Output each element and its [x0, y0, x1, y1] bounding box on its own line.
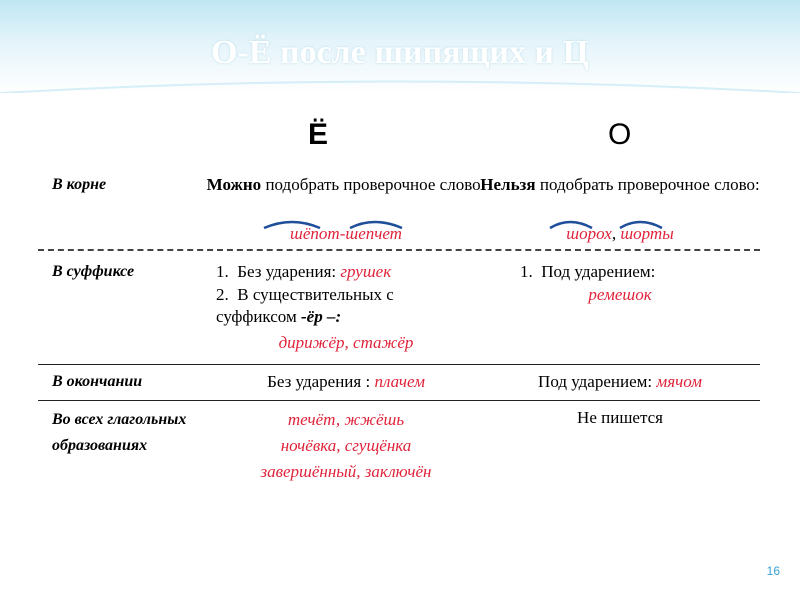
row-label-ending: В окончании	[52, 373, 143, 390]
root-o-rule-bold: Нельзя	[480, 175, 536, 194]
ending-e-text: Без ударения :	[267, 372, 375, 391]
suffix-e-example: дирижёр, стажёр	[278, 333, 414, 352]
suffix-e-item-2-num: 2.	[216, 285, 229, 304]
suffix-o-item-1-num: 1.	[520, 262, 533, 281]
column-header-o: О	[608, 118, 632, 151]
column-header-e: Ё	[308, 118, 327, 151]
verbal-e-examples	[196, 407, 496, 485]
ending-e	[196, 371, 496, 393]
ending-e-example: плачем	[374, 372, 425, 391]
verbal-e-example: завершённый, заключён	[260, 462, 432, 481]
root-o-rule	[480, 174, 760, 196]
page-number: 16	[766, 564, 780, 578]
root-o-rule-text: подобрать проверочное слово:	[535, 175, 760, 194]
row-label-verbal: Во всех глагольных образованиях	[52, 411, 187, 454]
suffix-o-item-1-text: Под ударением:	[541, 262, 656, 281]
suffix-o-example: ремешок	[588, 285, 652, 304]
verbal-o-text: Не пишется	[577, 408, 663, 427]
root-e-rule	[196, 174, 496, 196]
root-e-rule-text: подобрать проверочное слово:	[261, 175, 486, 194]
suffix-e-item-2-text: В существительных с суффиксом	[216, 285, 394, 326]
ending-o-text: Под ударением:	[538, 372, 657, 391]
root-o-arcs	[548, 218, 698, 230]
row-divider-dashed	[38, 249, 760, 251]
root-e-arcs	[262, 218, 412, 230]
verbal-e-example: ночёвка, сгущёнка	[280, 436, 412, 455]
suffix-e-item-2-suffix: -ёр –:	[296, 307, 342, 326]
row-divider	[38, 364, 760, 365]
suffix-e-item-1-example: грушек	[340, 262, 392, 281]
suffix-e-item-1-text: Без ударения:	[237, 262, 337, 281]
slide-title: О-Ё после шипящих и Ц	[211, 34, 589, 71]
suffix-e-item-1-num: 1.	[216, 262, 229, 281]
row-divider	[38, 400, 760, 401]
suffix-o-item-1	[520, 261, 760, 283]
ending-o-example: мячом	[656, 372, 702, 391]
root-o-example-2: шорты	[620, 224, 674, 243]
row-label-suffix: В суффиксе	[52, 263, 135, 280]
ending-o	[480, 371, 760, 393]
root-o-example-sep: ,	[611, 224, 621, 243]
root-e-rule-bold: Можно	[206, 175, 262, 194]
suffix-e-item-2	[216, 284, 476, 328]
suffix-e-item-1	[216, 261, 476, 283]
row-label-root: В корне	[52, 176, 107, 193]
root-o-example-1: шорох	[566, 224, 612, 243]
verbal-e-example: течёт, жжёшь	[287, 410, 405, 429]
root-e-example: шёпот-шепчет	[290, 224, 402, 243]
